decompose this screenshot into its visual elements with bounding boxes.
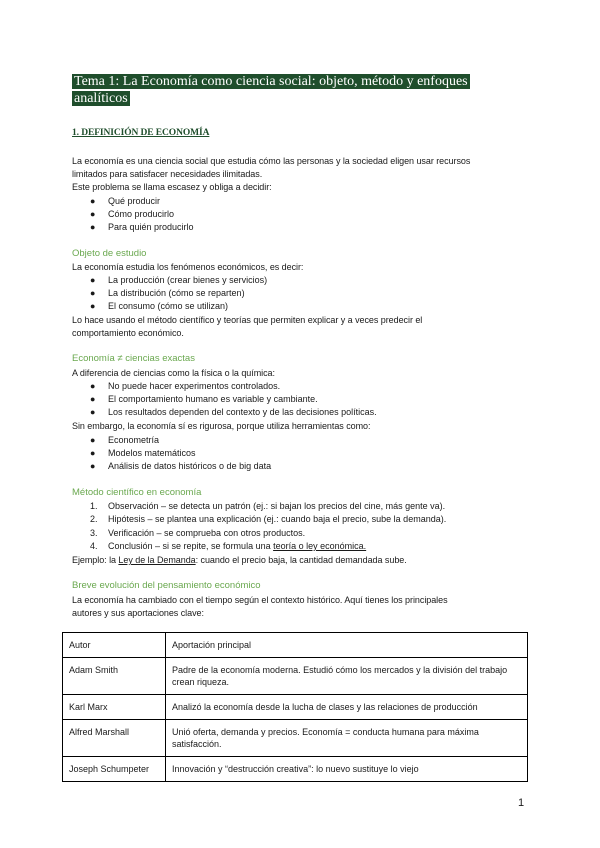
numbered-item: 3. Verificación – se comprueba con otros productos.	[90, 528, 306, 538]
subheading-exactas: Economía ≠ ciencias exactas	[72, 353, 195, 364]
authors-table	[62, 632, 528, 782]
list-item: ● El consumo (cómo se utilizan)	[90, 301, 229, 311]
paragraph: Lo hace usando el método científico y teorías que permiten explicar y a veces predecir el	[72, 315, 423, 325]
table-header-cell: Autor	[63, 633, 166, 658]
paragraph: comportamiento económico.	[72, 328, 184, 338]
table-cell: Padre de la economía moderna. Estudió cómo los mercados y la división del trabajo crean riqueza.	[166, 658, 528, 695]
list-item: ● Cómo producirlo	[90, 209, 175, 219]
table-cell: Alfred Marshall	[63, 720, 166, 757]
numbered-item: 4. Conclusión – si se repite, se formula una teoría o ley económica.	[90, 541, 367, 551]
paragraph: La economía ha cambiado con el tiempo según el contexto histórico. Aquí tienes los principales	[72, 595, 448, 605]
list-item: ● No puede hacer experimentos controlados.	[90, 381, 281, 391]
table-header-row	[63, 633, 528, 658]
intro-line-1: La economía es una ciencia social que estudia cómo las personas y la sociedad eligen usar recursos	[72, 156, 471, 166]
paragraph: Sin embargo, la economía sí es rigurosa, porque utiliza herramientas como:	[72, 421, 371, 431]
paragraph: autores y sus aportaciones clave:	[72, 608, 204, 618]
numbered-item: 1. Observación – se detecta un patrón (ej.: si bajan los precios del cine, más gente va).	[90, 501, 446, 511]
table-header-cell: Aportación principal	[166, 633, 528, 658]
subheading-objeto: Objeto de estudio	[72, 248, 147, 259]
table-cell: Joseph Schumpeter	[63, 757, 166, 782]
intro-line-2: limitados para satisfacer necesidades ilimitadas.	[72, 169, 263, 179]
table-row	[63, 658, 528, 695]
list-item: ● Qué producir	[90, 196, 161, 206]
table-cell: Analizó la economía desde la lucha de clases y las relaciones de producción	[166, 695, 528, 720]
table-cell: Adam Smith	[63, 658, 166, 695]
list-item: ● El comportamiento humano es variable y cambiante.	[90, 394, 318, 404]
table-row	[63, 757, 528, 782]
list-item: ● La distribución (cómo se reparten)	[90, 288, 245, 298]
list-item: ● La producción (crear bienes y servicios)	[90, 275, 268, 285]
page-title: Tema 1: La Economía como ciencia social: objeto, método y enfoques analíticos	[74, 74, 468, 106]
paragraph: A diferencia de ciencias como la física o la química:	[72, 368, 275, 378]
theory-link[interactable]: teoría o ley económica.	[273, 541, 367, 551]
list-item: ● Para quién producirlo	[90, 222, 194, 232]
table-cell: Innovación y “destrucción creativa”: lo nuevo sustituye lo viejo	[166, 757, 528, 782]
intro-line-3: Este problema se llama escasez y obliga a decidir:	[72, 182, 272, 192]
section-heading: 1. DEFINICIÓN DE ECONOMÍA	[72, 128, 210, 138]
list-item: ● Econometría	[90, 435, 160, 445]
list-item: ● Los resultados dependen del contexto y de las decisiones políticas.	[90, 407, 377, 417]
list-item: ● Modelos matemáticos	[90, 448, 196, 458]
subheading-metodo: Método científico en economía	[72, 487, 202, 498]
table-row	[63, 695, 528, 720]
paragraph: La economía estudia los fenómenos económicos, es decir:	[72, 262, 304, 272]
table-cell: Unió oferta, demanda y precios. Economía = conducta humana para máxima satisfacción.	[166, 720, 528, 757]
table-row	[63, 720, 528, 757]
numbered-item: 2. Hipótesis – se plantea una explicación (ej.: cuando baja el precio, sube la demanda).	[90, 514, 447, 524]
list-item: ● Análisis de datos históricos o de big data	[90, 461, 272, 471]
table-cell: Karl Marx	[63, 695, 166, 720]
subheading-evolucion: Breve evolución del pensamiento económico	[72, 580, 261, 591]
ley-demanda-link[interactable]: Ley de la Demanda	[118, 555, 196, 565]
paragraph: Ejemplo: la Ley de la Demanda: cuando el precio baja, la cantidad demandada sube.	[72, 555, 407, 565]
page-number: 1	[518, 797, 525, 809]
